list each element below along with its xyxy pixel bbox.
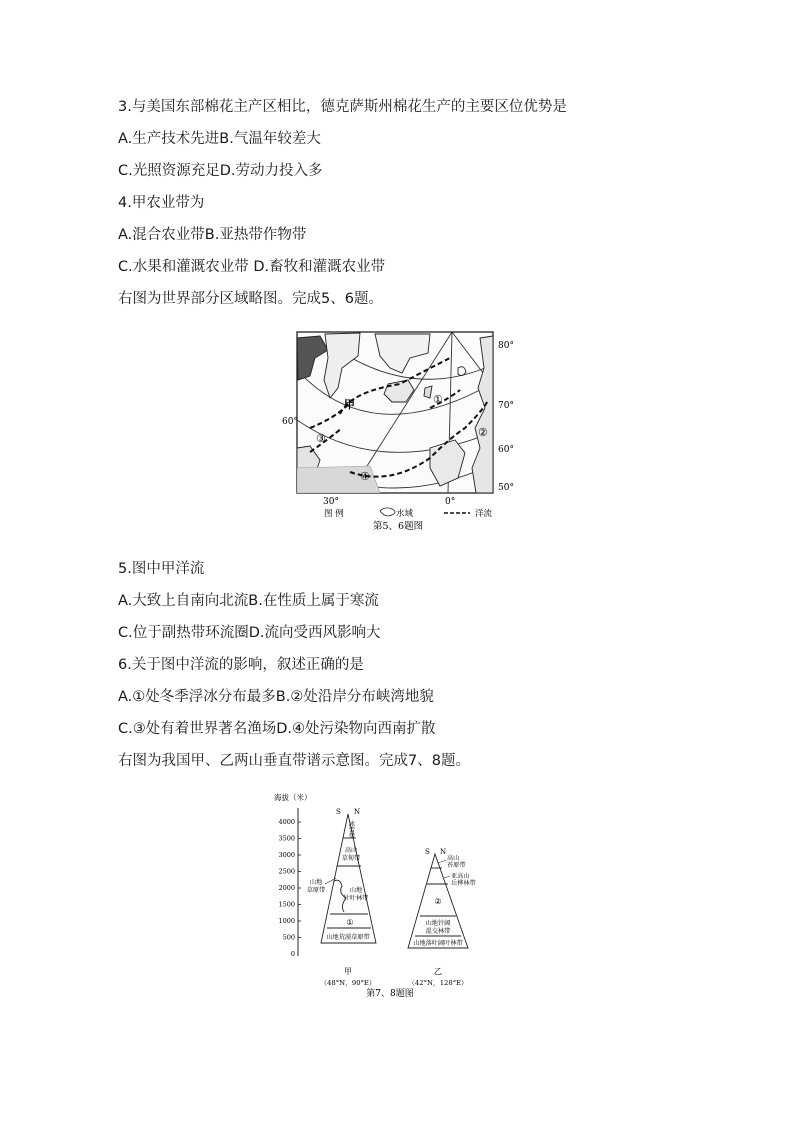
- lat-label: 70°: [498, 401, 514, 411]
- q5-stem: 5.图中甲洋流: [118, 561, 205, 577]
- marker-2: ②: [478, 426, 488, 439]
- jia-band-alpine-meadow: 高山: [344, 847, 358, 854]
- y-tick: 1500: [278, 900, 295, 909]
- q3-options-ab: A.生产技术先进B.气温年较差大: [118, 131, 321, 147]
- svg-text:带: 带: [348, 833, 356, 840]
- map-figure: [280, 328, 520, 533]
- q4-options-cd: C.水果和灌溉农业带 D.畜牧和灌溉农业带: [118, 259, 386, 275]
- y-tick: 3000: [278, 851, 295, 859]
- y-tick: 2000: [278, 884, 295, 892]
- yi-band-tundra: 高山: [447, 855, 460, 862]
- mountain-figure: [268, 788, 508, 998]
- y-tick: 1000: [278, 917, 295, 925]
- lat-label: 60°: [498, 445, 514, 455]
- intro-7-8: 右图为我国甲、乙两山垂直带谱示意图。完成7、8题。: [118, 753, 470, 769]
- jia-name: 甲: [344, 967, 352, 976]
- legend-current: 洋流: [475, 509, 493, 519]
- jia-band-desert-steppe: 山地荒漠草原带: [326, 934, 370, 941]
- lat-label-left: 60°: [282, 417, 298, 427]
- q3-stem: 3.与美国东部棉花主产区相比，德克萨斯州棉花生产的主要区位优势是: [118, 99, 567, 115]
- svg-text:雪: 雪: [348, 827, 356, 834]
- y-tick: 2500: [278, 867, 295, 876]
- intro-5-6: 右图为世界部分区域略图。完成5、6题。: [118, 291, 383, 307]
- jia-s: S: [336, 808, 341, 816]
- yi-band-2: ②: [434, 897, 442, 906]
- y-tick: 4000: [278, 818, 295, 826]
- y-axis-label: 海拔（米）: [274, 793, 312, 802]
- svg-text:针叶林带: 针叶林带: [343, 895, 369, 902]
- yi-band-mixed-forest: 山地针阔: [425, 920, 451, 927]
- jia-band-coniferous: 山地: [349, 887, 363, 894]
- legend-title: 图 例: [324, 509, 344, 519]
- y-tick: 0: [290, 950, 295, 958]
- marker-3: ③: [316, 432, 326, 445]
- q4-options-ab: A.混合农业带B.亚热带作物带: [118, 227, 307, 243]
- yi-coords: （42°N，128°E）: [408, 979, 468, 987]
- mountain-caption: 第7、8题图: [366, 989, 414, 998]
- q5-options-ab: A.大致上自南向北流B.在性质上属于寒流: [118, 593, 379, 609]
- current-label-jia: 甲: [344, 398, 355, 411]
- jia-n: N: [354, 808, 361, 816]
- jia-band-1: ①: [346, 918, 354, 927]
- y-tick: 500: [282, 933, 295, 942]
- svg-text:草原带: 草原带: [306, 887, 326, 894]
- svg-text:岳桦林带: 岳桦林带: [451, 880, 476, 887]
- water-legend-icon: [380, 508, 395, 516]
- q3-options-cd: C.光照资源充足D.劳动力投入多: [118, 163, 323, 179]
- marker-1: ①: [433, 393, 443, 406]
- y-tick: 3500: [278, 834, 295, 843]
- svg-text:草甸带: 草甸带: [341, 855, 361, 862]
- q6-stem: 6.关于图中洋流的影响，叙述正确的是: [118, 657, 364, 673]
- yi-name: 乙: [434, 967, 442, 976]
- yi-band-deciduous: 山地落叶阔叶林带: [413, 940, 463, 947]
- map-caption: 第5、6题图: [373, 521, 424, 532]
- jia-band-snow: 冰: [348, 821, 356, 828]
- q4-stem: 4.甲农业带为: [118, 195, 205, 211]
- svg-text:苔原带: 苔原带: [447, 862, 466, 869]
- yi-n: N: [440, 848, 447, 856]
- lon-label: 0°: [445, 497, 456, 507]
- marker-4: ④: [360, 470, 370, 483]
- jia-coords: （48°N，90°E）: [320, 979, 376, 987]
- lat-label: 80°: [498, 341, 514, 351]
- yi-s: S: [425, 848, 430, 856]
- svg-text:混交林带: 混交林带: [425, 928, 451, 935]
- q6-options-cd: C.③处有着世界著名渔场D.④处污染物向西南扩散: [118, 721, 436, 737]
- q5-options-cd: C.位于副热带环流圈D.流向受西风影响大: [118, 625, 381, 641]
- lat-label: 50°: [498, 483, 514, 493]
- legend-water: 水域: [396, 509, 414, 519]
- q6-options-ab: A.①处冬季浮冰分布最多B.②处沿岸分布峡湾地貌: [118, 689, 434, 705]
- lon-label: 30°: [323, 497, 339, 507]
- jia-band-mountain-steppe: 山地: [309, 879, 323, 886]
- yi-band-birch: 亚高山: [451, 873, 470, 880]
